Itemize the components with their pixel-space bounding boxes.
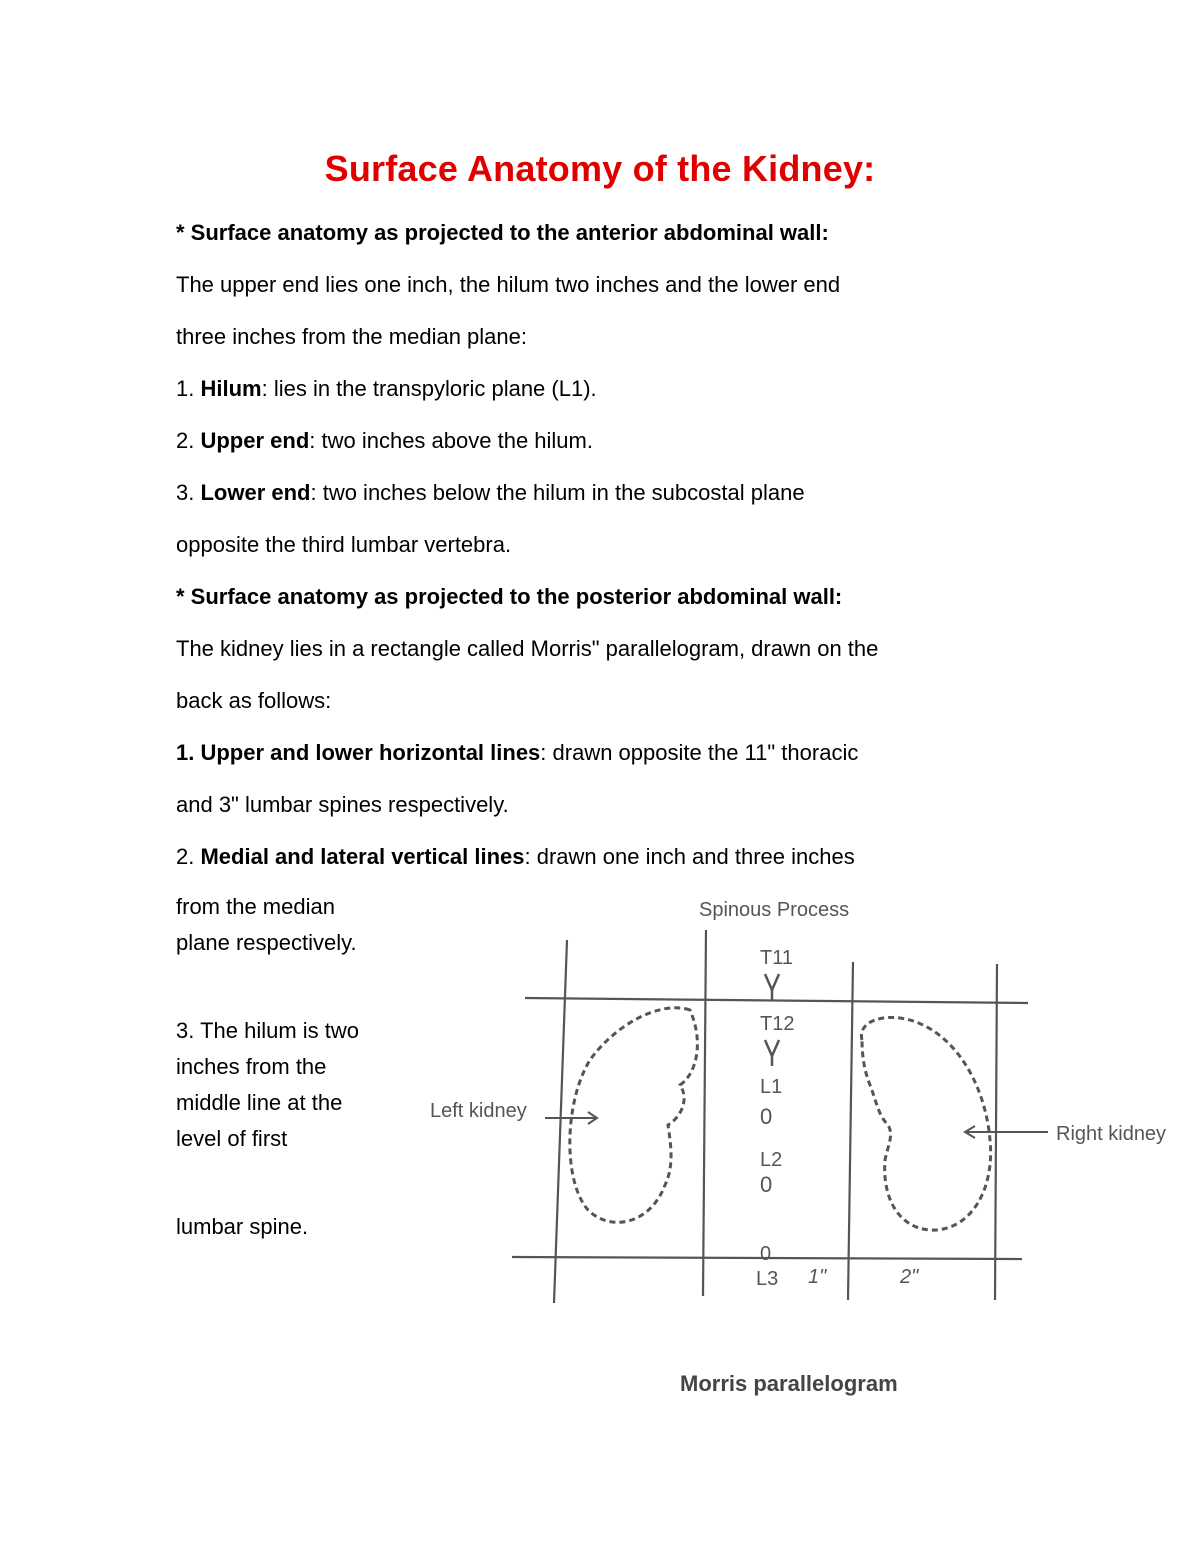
item-term: Upper and lower horizontal lines [200,740,541,765]
anterior-intro-2: three inches from the median plane: [176,324,527,349]
right-medial-line [848,962,853,1300]
spine-mark: 0 [760,1243,772,1265]
vertebra-label: L3 [756,1268,779,1290]
t11-spine-symbol [765,974,779,990]
item-term: Lower end [200,480,311,505]
right-kidney-label: Right kidney [1056,1123,1167,1145]
posterior-item-2-cont: from the median plane respectively. [176,894,357,955]
anterior-item-2: 2. Upper end: two inches above the hilum. [176,428,593,453]
posterior-item-2: 2. Medial and lateral vertical lines: drawn one inch and three inches [176,844,855,869]
spinous-process-label: Spinous Process [699,899,850,921]
posterior-heading: * Surface anatomy as projected to the posterior abdominal wall: [176,584,843,609]
posterior-item-3: 3. The hilum is two inches from the middle line at the level of first [176,1018,360,1151]
left-lateral-line [554,940,567,1303]
posterior-item-3-end: lumbar spine. [176,1214,309,1239]
anterior-intro-1: The upper end lies one inch, the hilum two inches and the lower end [176,272,841,297]
inch-2-label: 2" [900,1266,919,1288]
vertebra-label: T12 [760,1013,795,1035]
right-kidney-outline [861,1017,990,1230]
vertebra-label: T11 [760,947,793,969]
vertebra-label: L1 [760,1076,783,1098]
posterior-item-1: 1. Upper and lower horizontal lines: drawn opposite the 11" thoracic [176,740,859,765]
posterior-intro-1: The kidney lies in a rectangle called Morris" parallelogram, drawn on the [176,636,879,661]
anterior-item-1: 1. Hilum: lies in the transpyloric plane (L1). [176,376,597,401]
item-term: Upper end [200,428,310,453]
anterior-item-3: 3. Lower end: two inches below the hilum in the subcostal plane [176,480,805,505]
left-medial-line [703,930,706,1296]
item-term: Medial and lateral vertical lines [200,844,525,869]
t12-spine-symbol [765,1040,779,1056]
posterior-item-1-cont: and 3" lumbar spines respectively. [176,792,509,817]
figure-caption: Morris parallelogram [680,1371,898,1396]
vertebra-label: L2 [760,1149,783,1171]
left-kidney-outline [570,1008,698,1223]
inch-1-label: 1" [808,1266,827,1288]
left-kidney-label: Left kidney [430,1100,527,1122]
anterior-heading: * Surface anatomy as projected to the anterior abdominal wall: [176,220,829,245]
spine-mark: 0 [760,1172,773,1197]
posterior-intro-2: back as follows: [176,688,332,713]
upper-horizontal-line [525,998,1028,1003]
item-term: Hilum [200,376,262,401]
page-title: Surface Anatomy of the Kidney: [324,148,876,189]
label-arrows [545,1112,1048,1138]
spine-mark: 0 [760,1104,773,1129]
anterior-item-3-cont: opposite the third lumbar vertebra. [176,532,512,557]
